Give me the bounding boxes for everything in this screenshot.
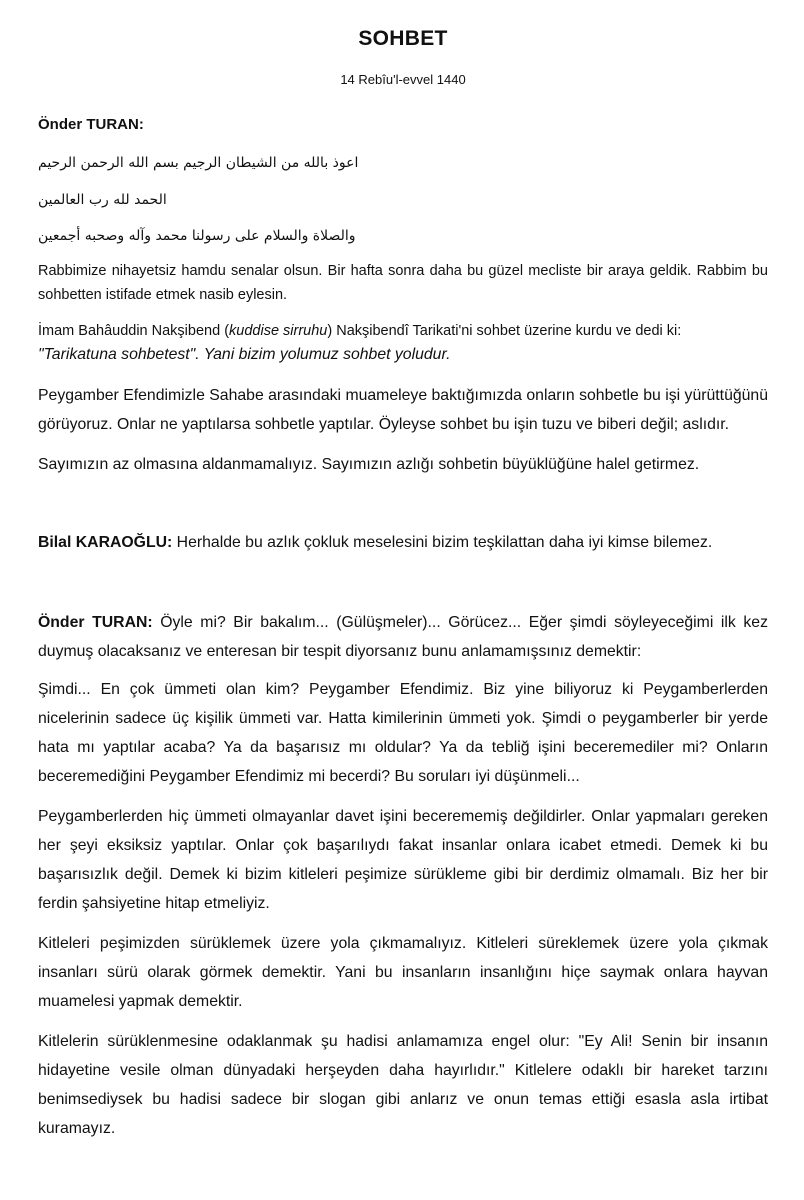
paragraph-4: Sayımızın az olmasına aldanmamalıyız. Sayımızın azlığı sohbetin büyüklüğüne halel getirmez. [38,456,700,473]
arabic-line-3: والصلاة والسلام على رسولنا محمد وآله وصحبه أجمعين [38,228,356,244]
paragraph-9: Kitleleri peşimizden sürüklemek üzere yola çıkmamalıyız. Kitleleri süreklemek üzere yola çıkmak insanları sürü olarak görmek demektir. Yani bu insanların insanlığını hiçe saymak onlara hayvan muamelesi yapmak demektir. [38,935,768,1010]
document-date: 14 Rebîu'l-evvel 1440 [340,72,466,87]
paragraph-10: Kitlelerin sürüklenmesine odaklanmak şu hadisi anlamamıza engel olur: "Ey Ali! Senin bir insanın hidayetine vesile olman dünyadaki herşeyden daha hayırlıdır." Kitlelere odaklı bir hareket tarzını benimsediysek bu hadisi sadece bir slogan gibi anlarız ve onun temas ettiği esasla asla irtibat kuramayız. [38,1033,768,1137]
paragraph-8: Peygamberlerden hiç ümmeti olmayanlar davet işini becerememiş değildirler. Onlar yapmaları gereken her şeyi eksiksiz yaptılar. Onlar çok başarılıydı fakat insanlar onlara icabet etmedi. Demek ki bu başarısızlık değil. Demek ki bizim kitleleri peşimize sürükleme gibi bir derdimiz olmamalı. Biz her bir ferdin şahsiyetine hitap etmeliyiz. [38,808,768,912]
paragraph-6-text: Öyle mi? Bir bakalım... (Gülüşmeler)... Görücez... Eğer şimdi söyleyeceğimi ilk kez duymuş olacaksanız ve enteresan bir tespit diyorsanız bunu anlamamışsınız demektir: [38,614,768,660]
document-title: SOHBET [358,27,448,50]
paragraph-3: Peygamber Efendimizle Sahabe arasındaki muameleye baktığımızda onların sohbetle bu işi yürüttüğünü görüyoruz. Onlar ne yaptılarsa sohbetle yaptılar. Öyleyse sohbet bu işin tuzu ve biberi değil; aslıdır. [38,387,768,433]
paragraph-2-before: İmam Bahâuddin Nakşibend ( [38,323,230,339]
paragraph-2-quote: "Tarikatuna sohbetest". Yani bizim yolumuz sohbet yoludur. [38,346,451,363]
paragraph-1: Rabbimize nihayetsiz hamdu senalar olsun. Bir hafta sonra daha bu güzel mecliste bir araya geldik. Rabbim bu sohbetten istifade etmek nasib eylesin. [38,263,768,303]
paragraph-6 [38,608,768,666]
speaker-name-bilal: Bilal KARAOĞLU: [38,534,173,551]
arabic-line-2: الحمد لله رب العالمين [38,192,167,208]
paragraph-2-italic: kuddise sirruhu [229,323,328,339]
paragraph-5 [38,528,768,557]
paragraph-5-text: Herhalde bu azlık çokluk meselesini bizim teşkilattan daha iyi kimse bilemez. [172,534,713,551]
paragraph-2 [38,319,768,367]
speaker-name-onder: Önder TURAN: [38,614,153,631]
speaker-heading: Önder TURAN: [38,116,144,133]
paragraph-7: Şimdi... En çok ümmeti olan kim? Peygamber Efendimiz. Biz yine biliyoruz ki Peygamberlerden nicelerinin sadece üç kişilik ümmeti var. Hatta kimilerinin ümmeti yok. Şimdi o peygamberler bir yerde hata mı yaptılar acaba? Ya da başarısız mı oldular? Ya da tebliğ işini beceremediler mi? Onların beceremediğini Peygamber Efendimiz mi becerdi? Bu soruları iyi düşünmeli... [38,681,768,785]
arabic-line-1: اعوذ بالله من الشيطان الرجيم بسم الله الرحمن الرحيم [38,155,359,171]
paragraph-2-after: ) Nakşibendî Tarikati'ni sohbet üzerine kurdu ve dedi ki: [327,323,682,339]
